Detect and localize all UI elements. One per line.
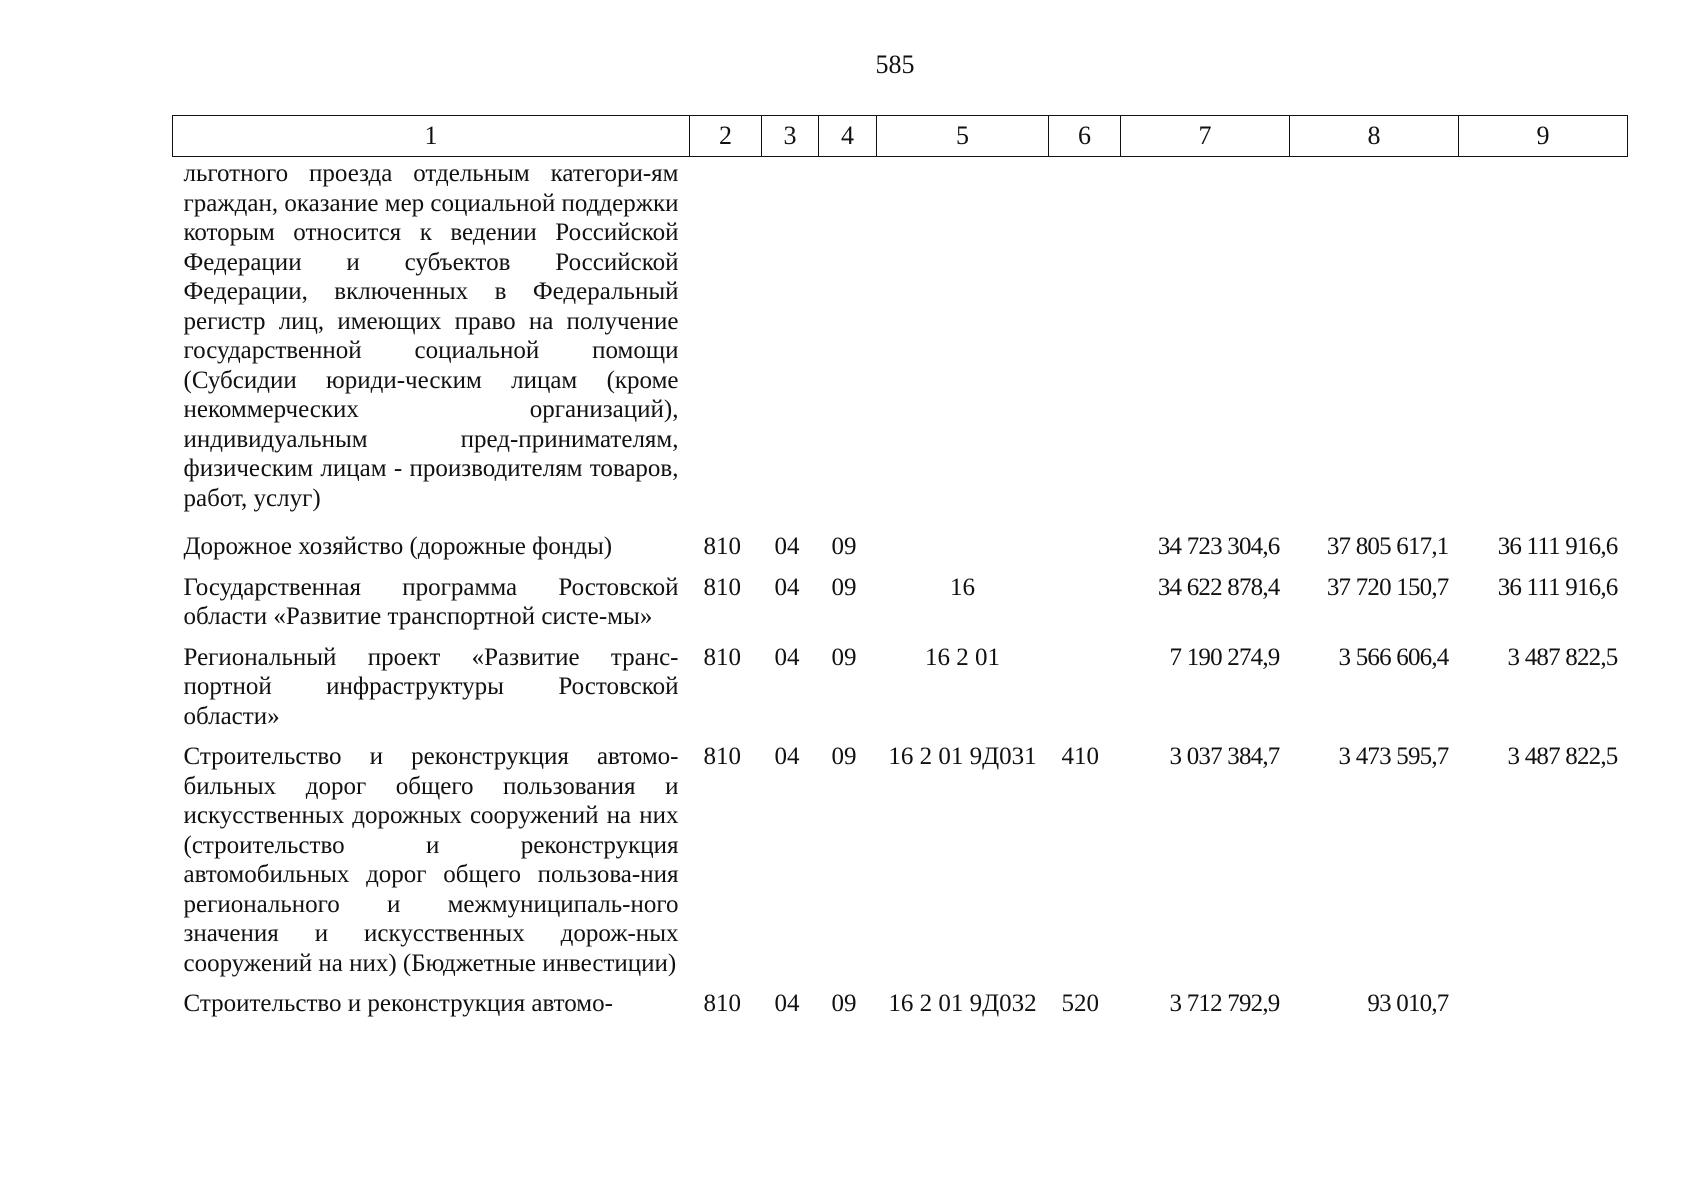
- header-col-8: 8: [1290, 116, 1459, 157]
- cell-subsection: 09: [831, 990, 857, 1017]
- cell-section: 04: [774, 573, 800, 601]
- table-header: [173, 116, 1628, 157]
- header-col-5: 5: [877, 116, 1049, 157]
- row-name: льготного проезда отдельным категори-ям граждан, оказание мер социальной поддержки которым относится к ведении Российской Федерации и субъектов Российской Федерации, включенных в Федеральный регистр лиц, имеющих право на получение государственной социальной помощи (Субсидии юриди-ческим лицам (кроме некоммерческих организаций), индивидуальным пред-принимателям, физическим лицам - производителям товаров, работ, услуг): [183, 160, 679, 512]
- cell-expense-type: [1049, 524, 1121, 573]
- cell-amount-col7: 3 712 792,9: [1169, 990, 1280, 1017]
- cell-amount-col7: [1121, 157, 1290, 525]
- cell-target-article: [877, 524, 1049, 573]
- cell-expense-type: 410: [1061, 743, 1099, 770]
- cell-amount-col8: 3 473 595,7: [1338, 743, 1449, 770]
- cell-target-article: [877, 157, 1049, 525]
- cell-section: [762, 157, 819, 525]
- page-number: 585: [875, 50, 915, 79]
- table-row: [173, 524, 1628, 573]
- cell-amount-col8: [1290, 157, 1459, 525]
- cell-ministry-code: 810: [703, 573, 741, 601]
- table-row: [173, 989, 1628, 1030]
- cell-amount-col9: 36 111 916,6: [1497, 573, 1618, 601]
- cell-ministry-code: 810: [703, 743, 741, 770]
- cell-section: 04: [774, 743, 800, 770]
- cell-section: 04: [774, 643, 800, 671]
- cell-amount-col8: 37 805 617,1: [1326, 533, 1449, 560]
- cell-amount-col7: 34 622 878,4: [1157, 573, 1280, 601]
- cell-amount-col8: 3 566 606,4: [1338, 643, 1449, 671]
- table-row: [173, 742, 1628, 989]
- cell-subsection: 09: [831, 643, 857, 671]
- row-name: Дорожное хозяйство (дорожные фонды): [183, 533, 613, 560]
- cell-amount-col9: [1459, 157, 1628, 525]
- cell-section: 04: [774, 990, 800, 1017]
- header-col-7: 7: [1121, 116, 1290, 157]
- cell-amount-col9: 36 111 916,6: [1497, 533, 1618, 560]
- header-col-1: 1: [173, 116, 690, 157]
- cell-target-article: 16: [950, 573, 975, 601]
- cell-target-article: 16 2 01 9Д031: [888, 743, 1037, 770]
- row-name: Строительство и реконструкция автомо-: [183, 990, 613, 1017]
- header-col-6: 6: [1049, 116, 1121, 157]
- cell-ministry-code: [690, 157, 762, 525]
- cell-subsection: [819, 157, 877, 525]
- cell-amount-col9: 3 487 822,5: [1507, 643, 1618, 671]
- header-col-4: 4: [819, 116, 877, 157]
- row-name: Государственная программа Ростовской области «Развитие транспортной систе-мы»: [183, 573, 679, 630]
- cell-expense-type: [1049, 573, 1121, 643]
- table-row: [173, 157, 1628, 525]
- header-row: [173, 116, 1628, 157]
- cell-target-article: 16 2 01: [925, 643, 1000, 671]
- budget-table: [172, 115, 1628, 1030]
- header-col-9: 9: [1459, 116, 1628, 157]
- cell-amount-col7: 3 037 384,7: [1169, 743, 1280, 770]
- header-col-3: 3: [762, 116, 819, 157]
- cell-amount-col8: 37 720 150,7: [1326, 573, 1449, 601]
- cell-expense-type: 520: [1061, 990, 1099, 1017]
- header-col-2: 2: [690, 116, 762, 157]
- cell-amount-col7: 34 723 304,6: [1157, 533, 1280, 560]
- cell-section: 04: [774, 533, 800, 560]
- cell-expense-type: [1049, 157, 1121, 525]
- cell-subsection: 09: [831, 533, 857, 560]
- table-row: [173, 573, 1628, 643]
- cell-amount-col9: [1459, 989, 1628, 1030]
- cell-amount-col9: 3 487 822,5: [1507, 743, 1618, 770]
- table-body: [173, 157, 1628, 1030]
- cell-ministry-code: 810: [703, 990, 741, 1017]
- row-name: Строительство и реконструкция автомо-бильных дорог общего пользования и искусственных дорожных сооружений на них (строительство и реконструкция автомобильных дорог общего пользова-ния регионального и межмуниципаль-ного значения и искусственных дорож-ных сооружений на них) (Бюджетные инвестиции): [183, 743, 679, 977]
- cell-ministry-code: 810: [703, 533, 741, 560]
- row-name: Региональный проект «Развитие транс-портной инфраструктуры Ростовской области»: [183, 643, 679, 730]
- cell-ministry-code: 810: [703, 643, 741, 671]
- cell-target-article: 16 2 01 9Д032: [888, 990, 1037, 1017]
- cell-subsection: 09: [831, 573, 857, 601]
- cell-amount-col7: 7 190 274,9: [1169, 643, 1280, 671]
- cell-expense-type: [1049, 643, 1121, 743]
- cell-subsection: 09: [831, 743, 857, 770]
- table-row: [173, 643, 1628, 743]
- cell-amount-col8: 93 010,7: [1367, 990, 1449, 1017]
